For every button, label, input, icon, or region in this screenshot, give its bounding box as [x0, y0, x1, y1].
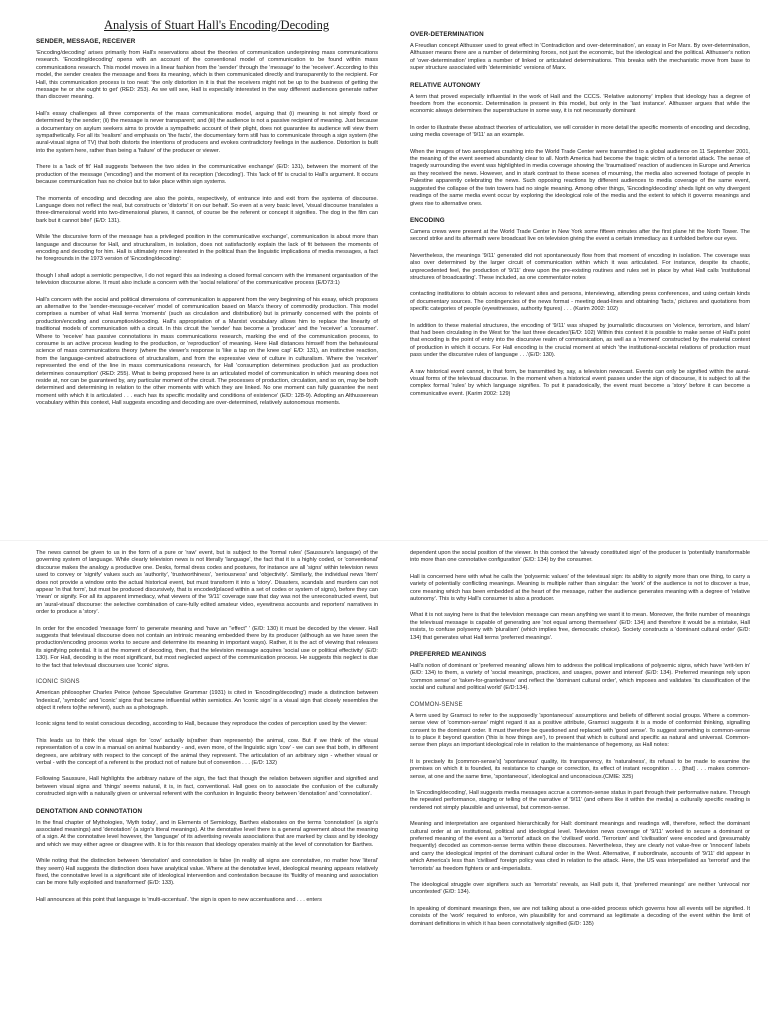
paragraph: though I shall adopt a semiotic perspective, I do not regard this as indexing a closed formal concern with the immanent organisation of the television discourse alone. It must also include a concern with the 'social relations' of the communicative process (E/D73:1)	[36, 272, 378, 287]
paragraph: dependent upon the social position of the viewer. In this context the 'already constituted sign' of the producer is 'potentially transformable into more than one connotative configuration' (E/D: 134) by the consumer.	[410, 550, 750, 564]
paragraph: In speaking of dominant meanings then, we are not talking about a one-sided process which governs how all events will be signified. It consists of the 'work' required to enforce, win plausibility for and command as legitimate a decoding of the event within the limit of dominant definitions in which it has been connotatively signified (E/D: 135)	[410, 905, 750, 927]
paragraph: In 'Encoding/decoding', Hall suggests media messages accrue a common-sense status in part through their performative nature. Through the repeated performance, staging or telling of the narrative of '9/11' (and others like it within the media) a culturally specific reading is rendered not simply plausible and universal, but common-sense.	[410, 789, 750, 811]
paragraph: In addition to these material structures, the encoding of '9/11' was shaped by journalistic discourses on 'violence, terrorism, and Islam' that had been circulating in the West for 'the last three decades'(E/D: 102) Within this context it is possible to make sense of Hall's point that encoding is the point of entry into the discursive realm of communication, as well as a 'moment' constructed by the material context of production in which it occurs. For Hall encoding is the crucial moment at which 'the institutional-societal relations of production must pass under the discursive rules of language . . .'(E/D: 130).	[410, 322, 750, 359]
section-heading: ENCODING	[410, 216, 445, 224]
paragraph: contacting institutions to obtain access to relevant sites and persons, interviewing, attending press conferences, and using certain kinds of documentary sources. The contingencies of the news format - meeting dead-lines and obtaining 'facts,' pictures and quotations from specific categories of people (eyewitnesses, authority figures) . . . (Karim 2002: 102)	[410, 291, 750, 313]
paragraph: A raw historical event cannot, in that form, be transmitted by, say, a television newscast. Events can only be signified within the aural-visual forms of the televisual discourse. In the moment when a historical event passes under the sign of discourse, it is subject to all the complex formal 'rules' by which language signifies. To put it paradoxically, the event must become a 'story' before it can become a communicative event. (Karim 2002: 129)	[410, 368, 750, 397]
paragraph: Following Saussure, Hall highlights the arbitrary nature of the sign, the fact that though the relation between signifier and signified and between visual signs and 'things' seems natural, it is, in fact, conventional. Hall goes on to associate the confusion of the culturally constructed sign with a naturally given or universal referent with the confusion in linguistic theory between 'denotation' and 'connotation'.	[36, 776, 378, 798]
section-heading: DENOTATION AND CONNOTATION	[36, 807, 143, 815]
paragraph: The news cannot be given to us in the form of a pure or 'raw' event, but is subject to the 'formal rules' (Saussure's language) of the governing system of language. While clearly television news is not literally 'language', the fact that it is a highly coded, or 'conventional' discourse makes the analogy a productive one. Desks, formal dress codes and postures, for instance are all 'signs' within television news used to convey or 'signify' values such as 'authority', 'trustworthiness', 'seriousness' and 'objectivity'. Similarly, the individual news 'item' does not provide a window onto the actual historical event, but must transform it into a 'story'. Disasters, scandals and murders can not appear 'in that form', but must be produced discursively, that is encoded(placed within a set of codes or system of signs), before they can 'mean' or signify. For all its apparent immediacy, what viewers of the '9/11' coverage saw that day was not the unreconstructed event, but an 'aural-visual' discourse: the selective combination of care-fully edited amateur video, eyewitness accounts and reporters' narratives in order to produce a 'story'.	[36, 550, 378, 616]
paragraph: When the images of two aeroplanes crashing into the World Trade Center were transmitted to a global audience on 11 September 2001, the meaning of the event seemed abundantly clear to all. North America had become the tragic victim of a terrorist attack. The sense of tragedy surrounding the event was highlighted in media coverage showing the 'traumatised' reaction of audiences in Europe and America as they received the news. However, and in stark contrast to these scenes of mourning, the media also screened footage of people in Palestine apparently celebrating the news. Such opposing reactions by different audiences to media coverage of the same event, suggested the collapse of the twin towers had no single meaning. Among other things, 'Encoding/decoding' sheds light on why divergent readings of the same media event occur by exploring the ideological role of the media and the extent to which it governs meanings and gives rise to alternative ones.	[410, 148, 750, 207]
paragraph: Hall's notion of dominant or 'preferred meaning' allows him to address the political implications of polysemic signs, which have 'writ-ten in' (E/D: 134) to them, a variety of 'social meanings, practices, and usages, power and interest' (E/D: 134). Preferred meanings rely upon 'common sense' or 'taken-for-grantedness' and reflect the 'dominant cultural order', which imposes and validates 'its classification of the social and cultural and political world' (E/D:134).	[410, 663, 750, 692]
paragraph: Hall's concern with the social and political dimensions of communication is apparent from the very beginning of his essay, which proposes an alternative to the 'sender-message-receiver' model of communication based on Marx's theory of commodity production. This model comprises a number of what Hall terms 'moments' (such as circulation and distribution) but is primarily concerned with the points of production/encoding and consumption/decoding. Hall's appropriation of a Marxist vocabulary allows him to replace the linearity of traditional models of communication with a circuit. In this circuit the 'sender' has become a 'producer' and the 'receiver' a 'consumer'. Where to 'receive' has passive connotations in mass communications research, marking the end of the communication process, to consume is an active process leading to the production, or 'reproduction' of meaning. Here Hall distances himself from the behavioural science of mass communications theory (where the viewer's response is 'like a tap on the knee cap' E/D: 131), an instinctive reaction, from the language-centred abstractions of structuralism, and from the expressive view of culture in culturalism. Where the 'receiver' represented the end of the line in mass communications research, for Hall 'consumption determines production just as production determines consumption' (RED: 255). What is being proposed here is an articulated model of communication in which meaning does not reside at, nor can be guaranteed by, any particular moment of the circuit. The processes of production, circulation, and so on, may be both determined and determining in relation to the other moments with which they are linked. No one moment can fully guarantee the next moment with which it is articulated . . . each has its specific modality and conditions of existence' (E/D: 128-9). Adopting an Althusserean vocabulary within this context, Hall suggests encoding and decoding are over-determined, relatively autonomous moments.	[36, 296, 378, 407]
paragraph: Meaning and interpretation are organised hierarchically for Hall: dominant meanings and readings will, therefore, reflect the dominant cultural order at an institutional, political and ideological level. Television news coverage of '9/11' worked to secure a dominant or preferred meaning of the event as a 'terrorist' attack on the 'civilised' world. 'Terrorism' and 'civilisation' were encoded and (presumably frequently) decoded as common-sense terms within these discourses. Nevertheless, they are clearly not value-free or 'innocent' labels and carry the ideological imprint of the dominant cultural order in the West. Alternative, if subordinate, accounts of '9/11' did appear in which America's less than 'civilised' foreign policy was cited in relation to the attack. Here, the US was interpellated as 'terrorist' and the 'terrorists' as freedom fighters or anti-imperialists.	[410, 821, 750, 872]
paragraph: Hall's essay challenges all three components of the mass communications model, arguing that (i) meaning is not simply fixed or determined by the sender; (ii) the message is never transparent; and (iii) the audience is not a passive recipient of meaning. Just because a documentary on asylum seekers aims to provide a sympathetic account of their plight, does not guarantee its audience will view them sympathetically. For all its 'realism' and emphasis on 'the facts', the documentary form still has to communicate through a sign system (the aural-visual signs of TV) that both distorts the intentions of producers and evokes contradictory feelings in the audience. Distortion is built into the system here, rather than being a 'failure' of the producer or viewer.	[36, 110, 378, 154]
paragraph: Iconic signs tend to resist conscious decoding, according to Hall, because they reproduce the codes of perception used by the viewer:	[36, 721, 367, 728]
section-heading: COMMON-SENSE	[410, 701, 463, 708]
paragraph: Nevertheless, the meanings '9/11' generated did not spontaneously flow from that moment of encoding in isolation. The coverage was also over determined by the larger circuit of communication within which it was articulated. For instance, despite its chaotic, unprecedented feel, the production of '9/11' drew upon the pre-existing routines and rules set in place by what Hall calls 'institutional structures of broadcasting'. These included, as one commentator notes	[410, 252, 750, 281]
paragraph: In order to illustrate these abstract theories of articulation, we will consider in more detail the specific moments of encoding and decoding, using media coverage of '9/11' as an example.	[410, 124, 750, 139]
paragraph: Camera crews were present at the World Trade Center in New York some fifteen minutes after the first plane hit the North Tower. The second strike and its aftermath were broadcast live on television giving the event a certain immediacy as it unfolded before our eyes.	[410, 228, 750, 243]
paragraph: A term used by Gramsci to refer to the supposedly 'spontaneous' assumptions and beliefs of different social groups. Where a common-sense view of 'common-sense' might regard it as a positive attribute, Gramsci suggests it is a mode of conformist thinking, signalling consent to the dominant order. It must therefore be questioned and replaced with 'good sense'. To suggest something is common-sense is to place it beyond question ('this is how things are'), to present that which is cultural and specific as natural and universal. Common-sense then plays an important ideological role in relation to the maintenance of hegemony, as Hall notes:	[410, 712, 750, 749]
paragraph: The ideological struggle over signifiers such as 'terrorists' reveals, as Hall puts it, that 'preferred meanings' are neither 'univocal nor uncontested' (E/D: 134).	[410, 882, 750, 896]
section-heading: OVER-DETERMINATION	[410, 31, 484, 38]
section-heading: PREFERRED MEANINGS	[410, 651, 487, 659]
paragraph: What it is not saying here is that the television message can mean anything we want it to mean. Moreover, the finite number of meanings the televisual message is capable of generating are 'not equal among themselves' (E/D: 134) and therefore it would be a mistake, Hall insists, to confuse polysemy with 'pluralism' (which implies free, democratic choice). Society constructs a 'dominant cultural order' (E/D: 134) that generates what Hall terms 'preferred meanings'.	[410, 612, 750, 641]
section-heading: ICONIC SIGNS	[36, 679, 80, 686]
paragraph: While noting that the distinction between 'denotation' and connotation is false (in reality all signs are connotative, no matter how 'literal' they seem) Hall suggests the distinction does have analytical value. Where at the denotative level, ideological meaning appears relatively fixed, the connotative level is a significant site of ideological intervention and contestation because its 'fluidity of meaning and association can be more fully exploited and transformed' (E/D: 133).	[36, 858, 378, 887]
paragraph: There is a 'lack of fit' Hall suggests 'between the two sides in the communicative exchange' (E/D: 131), between the moment of the production of the message ('encoding') and the moment of its reception ('decoding'). This 'lack of fit' is crucial to Hall's argument. It occurs because communication has no choice but to take place within sign systems.	[36, 164, 378, 186]
paragraph: Hall is concerned here with what he calls the 'polysemic values' of the televisual sign: its ability to signify more than one thing, to carry a variety of potentially conflicting meanings. Meaning is multiple rather than singular: the 'work' of the audience is not to discover a true, core meaning which has been embedded at the heart of the message, rather the audience generates meaning with a degree of 'relative autonomy'. This is why Hall's consumer is also a producer.	[410, 573, 750, 603]
page-divider	[0, 540, 768, 541]
bottom-right-column	[410, 550, 750, 1024]
paragraph: The moments of encoding and decoding are also the points, respectively, of entrance into and exit from the systems of discourse. Language does not reflect the real, but constructs or 'distorts' it on our behalf. So even at a very basic level, 'visual discourse translates a three-dimensional world into two-dimensional planes, it cannot, of course be the referent or concept it signifies. The dog in the film can bark but it cannot bite!' (E/D: 131).	[36, 195, 378, 224]
top-left-column	[36, 18, 378, 538]
paragraph: 'Encoding/decoding' arises primarily from Hall's reservations about the theories of communication underpinning mass communications research. 'Encoding/decoding' opens with an account of the conventional model of communication to be found within mass communications research. This model moves in a linear fashion from the 'sender' through the 'message' to the 'receiver'. According to this model, the sender creates the message and fixes its meaning, which is then communicated directly and transparently to the recipient. For Hall, this communication process is too neat: 'the only distortion in it is that the receivers might not be up to the business of getting the message he or she ought to get' (RED: 253). As we will see, Hall is especially interested in the way different audiences generate rather than discover meaning.	[36, 50, 378, 101]
bottom-left-column	[36, 550, 378, 1024]
paragraph: Hall announces at this point that language is 'multi-accentual'. 'the sign is open to new accentuations and . . . enters	[36, 896, 322, 903]
paragraph: It is precisely its [common-sense's] 'spontaneous' quality, its transparency, its 'naturalness', its refusal to be made to examine the premises on which it is founded, its resistance to change or correction, its effect of instant recognition . . . [that] . . . makes common-sense, at one and the same time, 'spontaneous', ideological and unconscious.(CMIE: 325)	[410, 758, 750, 780]
paragraph: American philosopher Charles Peirce (whose Speculative Grammar (1931) is cited in 'Encoding/decoding') made a distinction between 'indexical', 'symbolic' and 'iconic' signs that became influential within semiotics. An 'iconic sign' is a visual sign that closely resembles the object it refers to(the referent), such as a photograph.	[36, 690, 378, 711]
section-heading: RELATIVE AUTONOMY	[410, 81, 481, 89]
paragraph: In the final chapter of Mythologies, 'Myth today', and in Elements of Semiology, Barthes elaborates on the terms 'connotation' (a sign's associated meanings) and 'denotation' (a sign's literal meanings). At the denotative level there is a general agreement about the meaning of a sign. At the connotative level however, the 'language' of its advertising reveals associations that are marked by class and by ideology and which we may either agree or disagree with. It is for this reason that ideology operates mainly at the level of connotation for Barthes.	[36, 819, 378, 848]
top-right-column	[410, 28, 750, 528]
paragraph: A term that proved especially influential in the work of Hall and the CCCS. 'Relative autonomy' implies that ideology has a degree of freedom from the economic. Determination is present in this model, but only in the 'last instance'. Althusser argues that while the economic always determines the superstructure in some way, it is not necessarily dominant	[410, 93, 750, 115]
paragraph: A Freudian concept Althusser used to great effect in 'Contradiction and over-determination', an essay in For Marx. By over-determination, Althusser means there are a number of determining forces, not just the economic, but the ideological and the political. Althusser's notion of 'over-determination' implies a number of linked or articulated determinations. This breaks with the mechanistic move from base to super structure associated with 'deterministic' versions of Marx.	[410, 43, 750, 72]
section-heading: SENDER, MESSAGE, RECEIVER	[36, 38, 136, 45]
paragraph: This leads us to think the visual sign for 'cow' actually is(rather than represents) the animal, cow. But if we think of the visual representation of a cow in a manual on animal husbandry - and, even more, of the linguistic sign 'cow' - we can see that both, in different degrees, are arbitrary with respect to the concept of the animal they represent. The articulation of an arbitrary sign - whether visual or verbal - with the concept of a referent is the product not of nature but of convention . . . (E/D: 132)	[36, 737, 378, 766]
paragraph: In order for the encoded 'message form' to generate meaning and 'have an "effect" ' (E/D: 130) it must be decoded by the viewer. Hall suggests that televisual discourse does not contain an intrinsic meaning embedded there by its producer (although as we have seen the production/encoding process works to secure and determine its meaning in important ways). Rather, it is the act of viewing that releases its signifying potential. It is at the moment of decoding, then, that the television message acquires 'social use or political effectivity' (E/D: 130). For Hall, decoding is the most significant, but most neglected aspect of the communication process. He suggests this neglect is due to the fact that televisual discourses use 'iconic' signs.	[36, 625, 378, 669]
document-title: Analysis of Stuart Hall's Encoding/Decoding	[104, 18, 330, 32]
paragraph: While 'the discursive form of the message has a privileged position in the communicative exchange', communication is about more than language and discourse for Hall, and structuralism, in isolation, does not satisfactorily explain the lack of fit between the moments of encoding and decoding for him. Hall is ultimately more interested in the political than the linguistic implications of media messages, a fact he foregrounds in the 1973 version of 'Encoding/decoding':	[36, 234, 378, 263]
